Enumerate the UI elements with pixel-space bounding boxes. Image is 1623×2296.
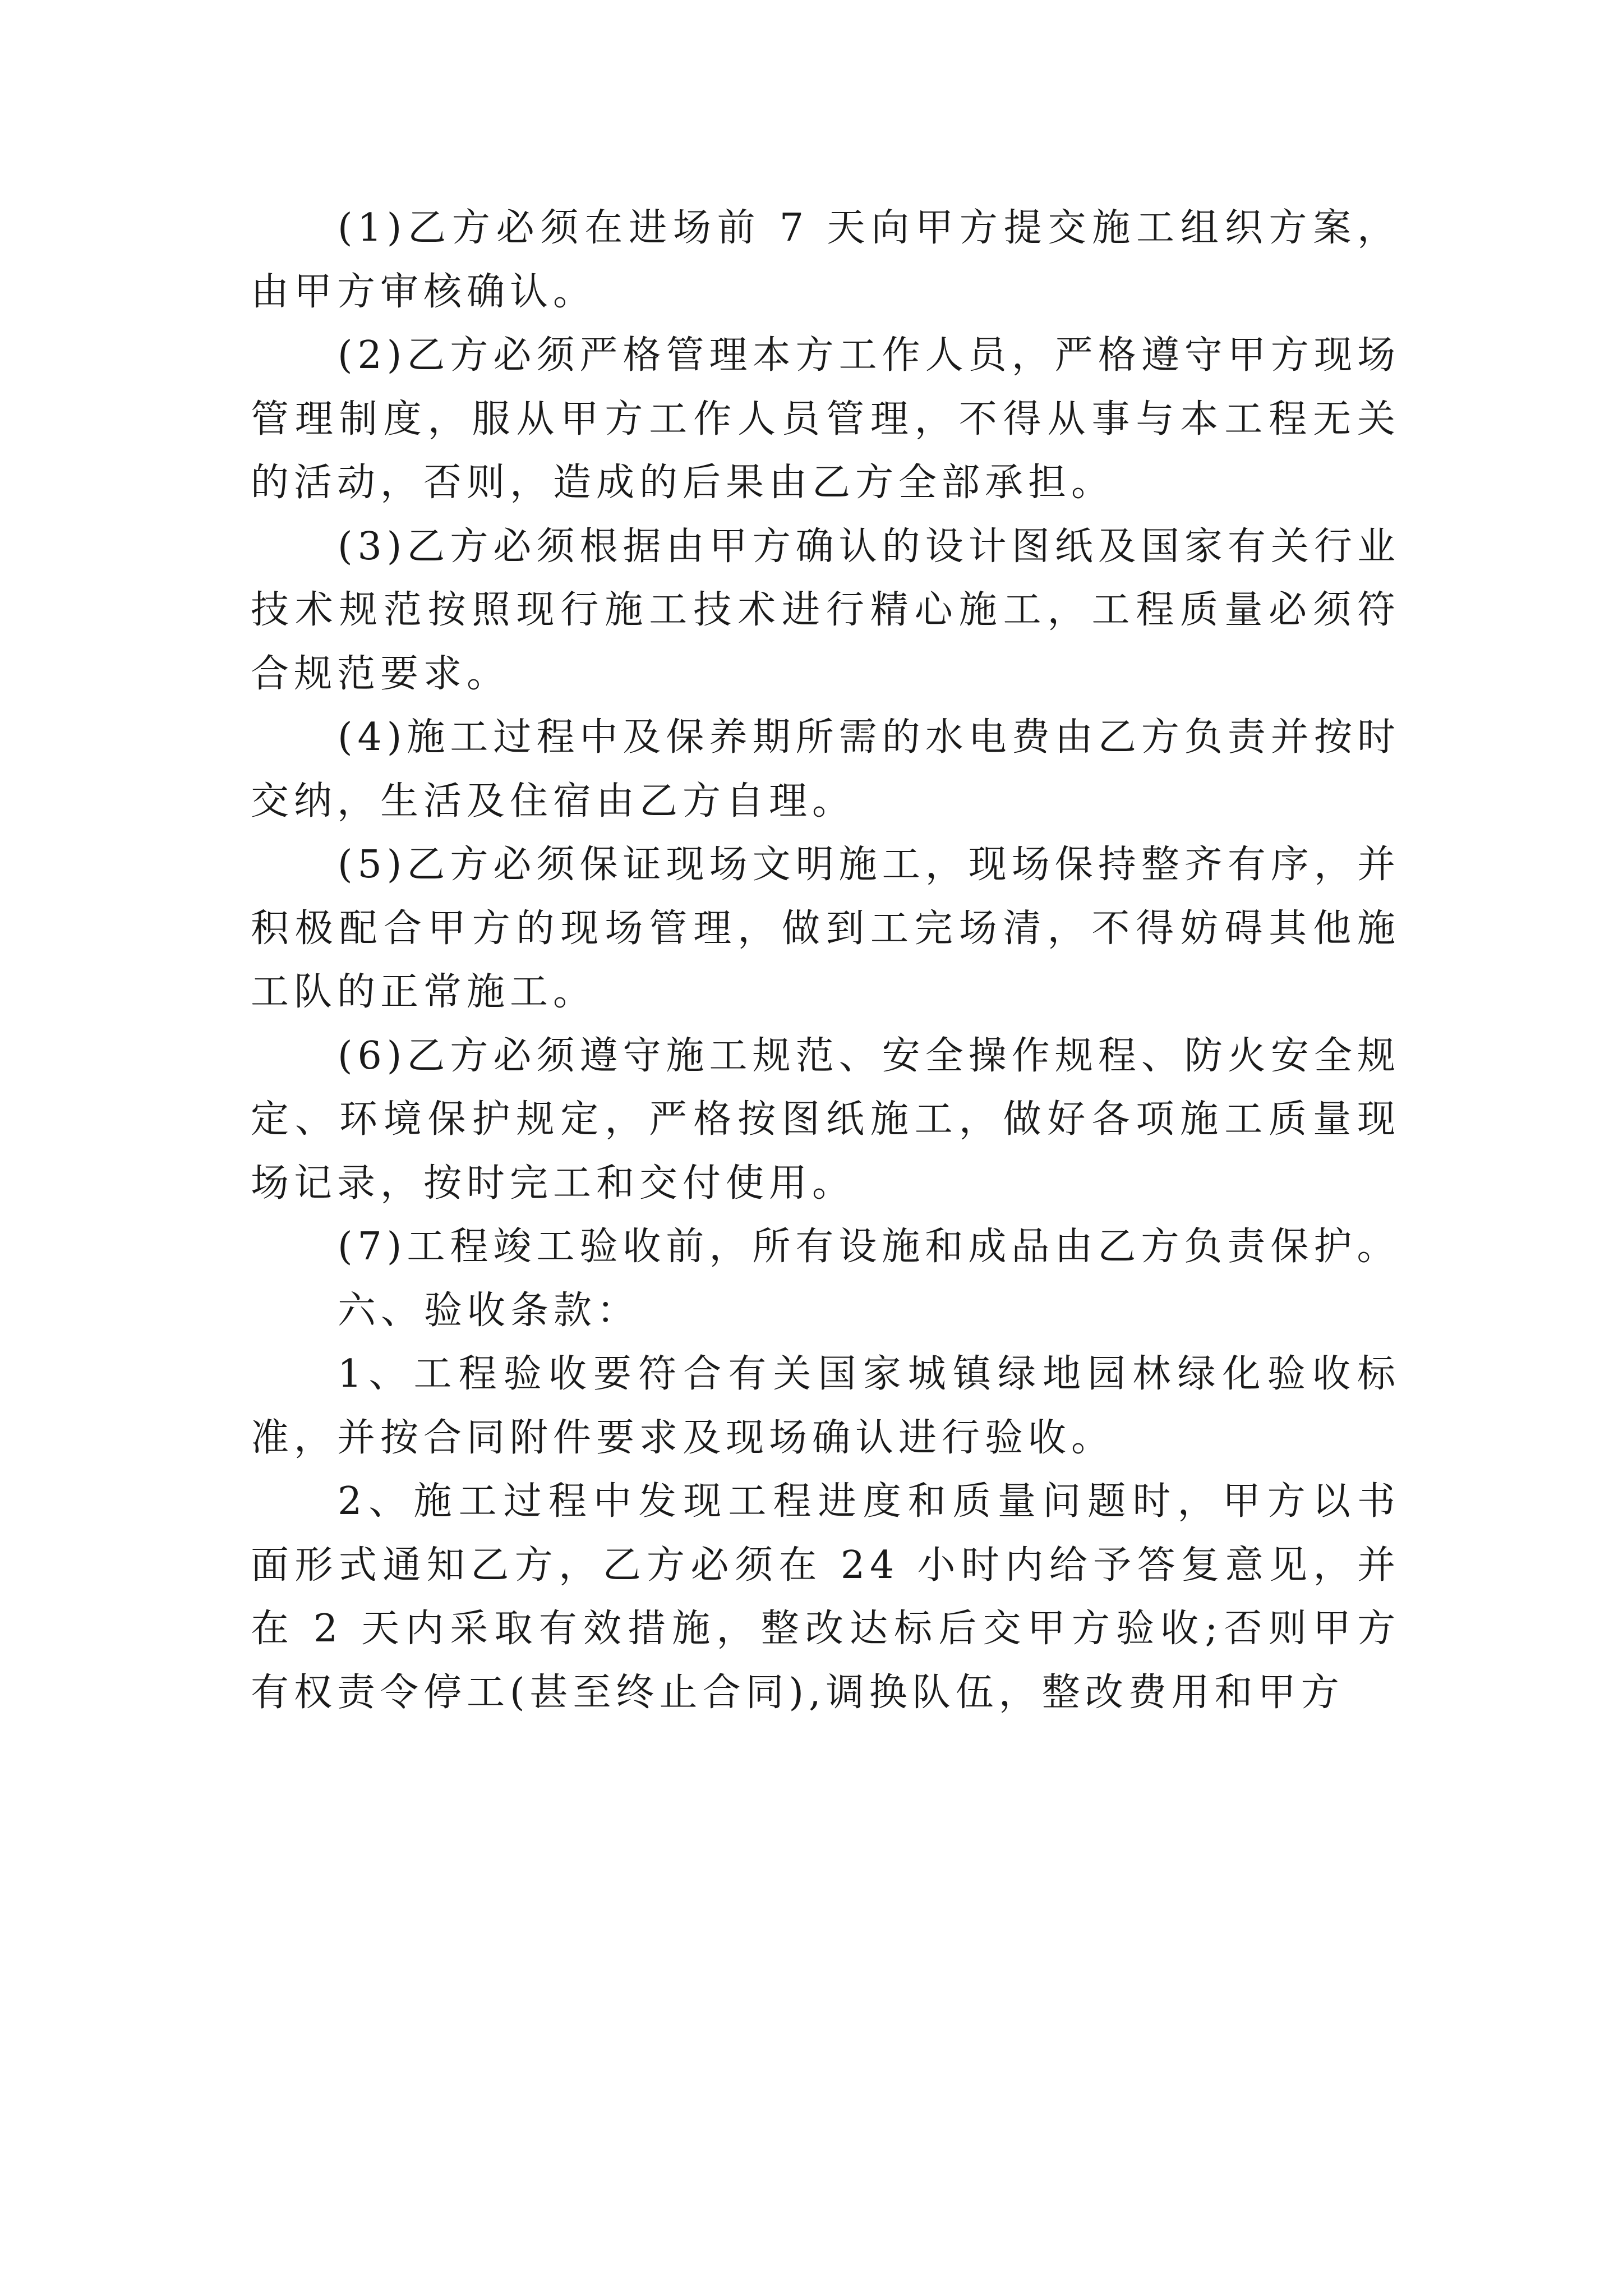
clause-5: (5)乙方必须保证现场文明施工，现场保持整齐有序，并积极配合甲方的现场管理，做到工完场清，不得妨碍其他施工队的正常施工。 xyxy=(251,843,1400,1014)
clause-2: (2)乙方必须严格管理本方工作人员，严格遵守甲方现场管理制度，服从甲方工作人员管理，不得从事与本工程无关的活动，否则，造成的后果由乙方全部承担。 xyxy=(251,333,1400,505)
section-heading-acceptance: 六、验收条款： xyxy=(338,1288,640,1333)
clause-4: (4)施工过程中及保养期所需的水电费由乙方负责并按时交纳，生活及住宿由乙方自理。 xyxy=(251,715,1400,823)
clause-1: (1)乙方必须在进场前 7 天向甲方提交施工组织方案，由甲方审核确认。 xyxy=(251,206,1400,314)
clause-7: (7)工程竣工验收前，所有设施和成品由乙方负责保护。 xyxy=(338,1225,1400,1269)
document-body xyxy=(251,196,1400,1724)
clause-6: (6)乙方必须遵守施工规范、安全操作规程、防火安全规定、环境保护规定，严格按图纸施工，做好各项施工质量现场记录，按时完工和交付使用。 xyxy=(251,1033,1400,1205)
clause-3: (3)乙方必须根据由甲方确认的设计图纸及国家有关行业技术规范按照现行施工技术进行精心施工，工程质量必须符合规范要求。 xyxy=(251,524,1400,696)
acceptance-clause-2: 2、施工过程中发现工程进度和质量问题时，甲方以书面形式通知乙方，乙方必须在 24 小时内给予答复意见，并在 2 天内采取有效措施，整改达标后交甲方验收;否则甲方有权责令停工(甚至终止合同),调换队伍，整改费用和甲方 xyxy=(251,1479,1400,1715)
acceptance-clause-1: 1、工程验收要符合有关国家城镇绿地园林绿化验收标准，并按合同附件要求及现场确认进行验收。 xyxy=(251,1352,1400,1460)
